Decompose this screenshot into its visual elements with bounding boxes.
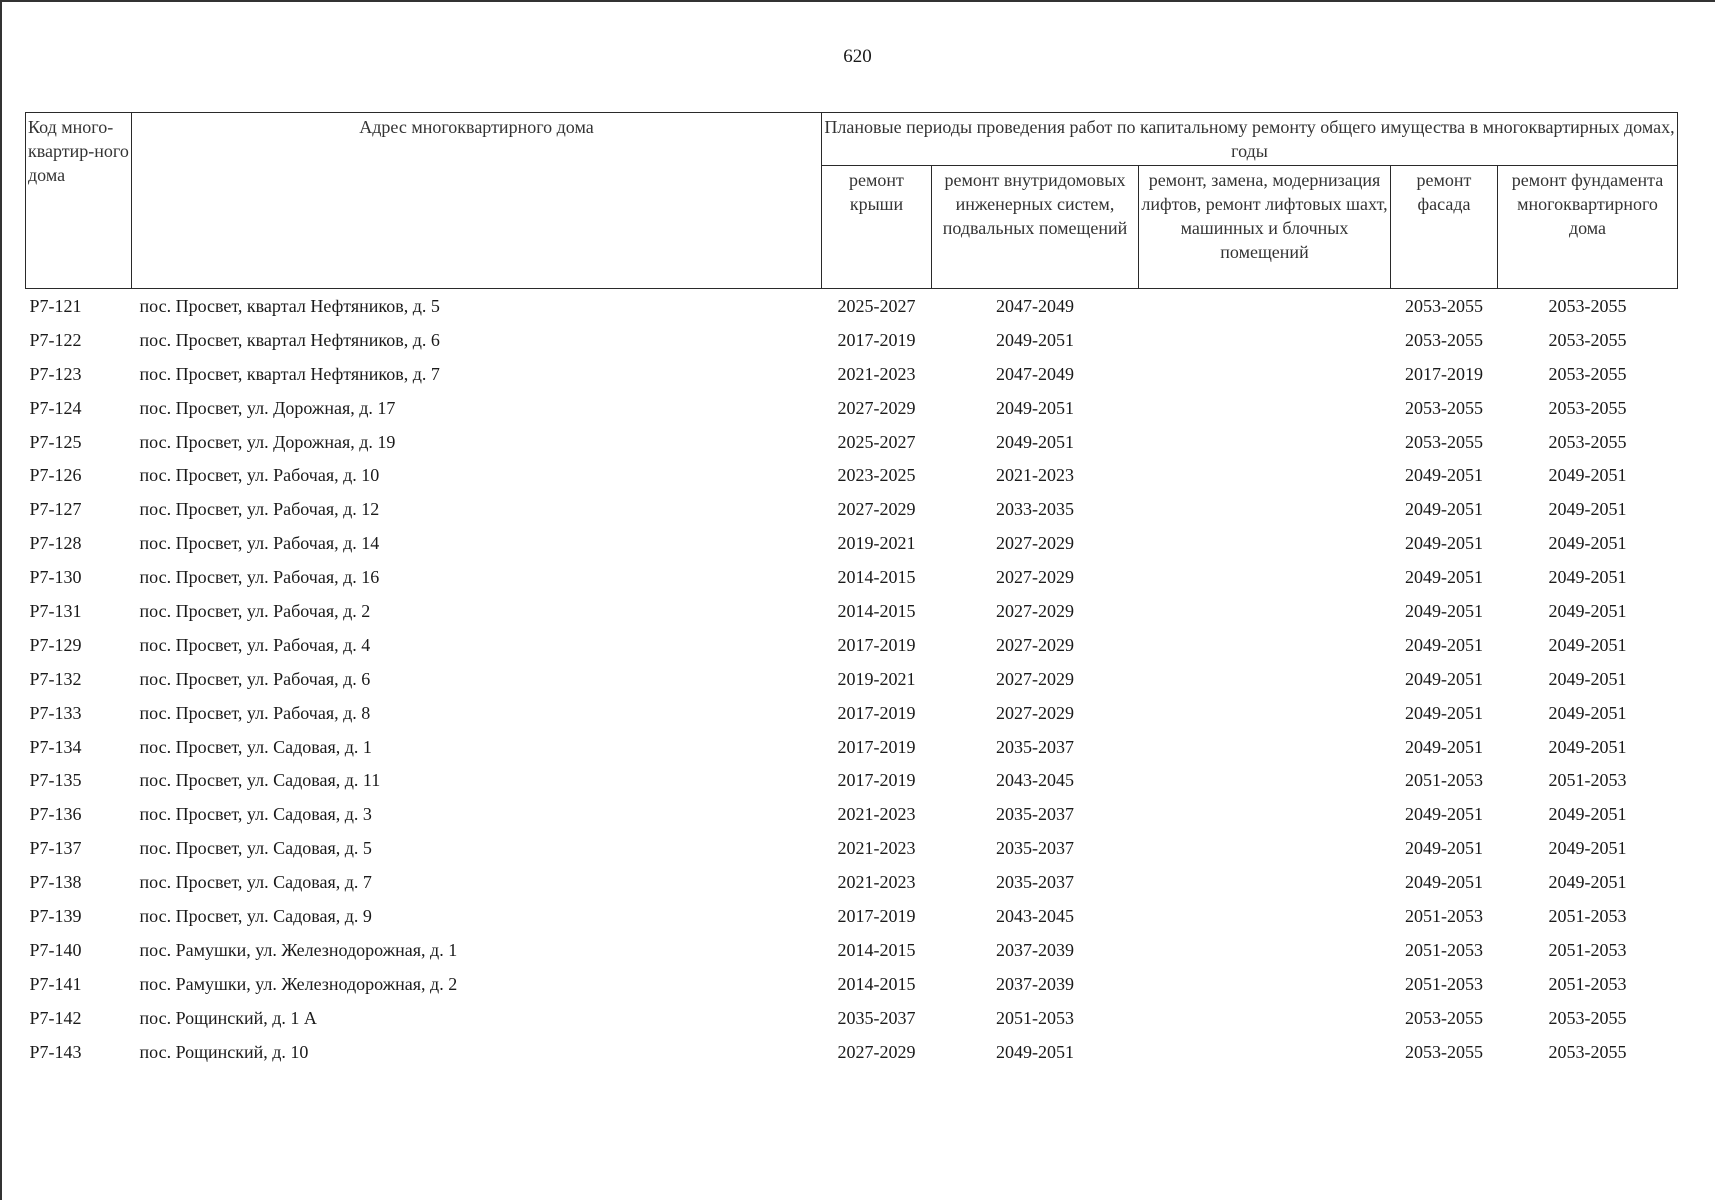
cell-code: Р7-136: [29, 804, 82, 825]
cell-engineering: 2043-2045: [996, 770, 1074, 791]
header-engineering: ремонт внутридомовых инженерных систем, подвальных помещений: [932, 166, 1139, 289]
table-row: [26, 357, 1678, 391]
cell-engineering: 2027-2029: [996, 567, 1074, 588]
cell-facade: 2049-2051: [1405, 838, 1483, 859]
cell-address: пос. Просвет, квартал Нефтяников, д. 6: [139, 329, 440, 350]
cell-elevator: [1139, 458, 1391, 492]
cell-roof: 2017-2019: [837, 634, 916, 655]
cell-foundation: 2053-2055: [1548, 295, 1627, 316]
table-row: [26, 899, 1678, 933]
table-header: [26, 113, 1678, 289]
cell-foundation: 2049-2051: [1548, 668, 1627, 689]
cell-code: Р7-141: [29, 973, 82, 994]
cell-address: пос. Просвет, квартал Нефтяников, д. 7: [139, 363, 440, 384]
cell-address: пос. Рощинский, д. 1 А: [139, 1007, 317, 1028]
cell-engineering: 2047-2049: [996, 363, 1074, 384]
cell-foundation: 2049-2051: [1548, 499, 1627, 520]
cell-address: пос. Просвет, квартал Нефтяников, д. 5: [139, 295, 440, 316]
cell-code: Р7-138: [29, 872, 82, 893]
cell-code: Р7-142: [29, 1007, 82, 1028]
cell-engineering: 2049-2051: [996, 397, 1074, 418]
cell-roof: 2017-2019: [837, 329, 916, 350]
cell-code: Р7-139: [29, 905, 82, 926]
cell-address: пос. Просвет, ул. Садовая, д. 7: [139, 872, 372, 893]
table-row: [26, 391, 1678, 425]
cell-roof: 2021-2023: [837, 838, 916, 859]
cell-facade: 2053-2055: [1405, 295, 1483, 316]
cell-facade: 2049-2051: [1405, 872, 1483, 893]
cell-facade: 2053-2055: [1405, 397, 1483, 418]
cell-code: Р7-131: [29, 600, 82, 621]
cell-foundation: 2051-2053: [1548, 973, 1627, 994]
cell-address: пос. Просвет, ул. Дорожная, д. 17: [139, 397, 396, 418]
table-row: [26, 933, 1678, 967]
cell-foundation: 2051-2053: [1548, 770, 1627, 791]
header-address: Адрес многоквартирного дома: [132, 113, 822, 289]
cell-elevator: [1139, 797, 1391, 831]
header-planned-periods: Плановые периоды проведения работ по капитальному ремонту общего имущества в многоквартирных домах, годы: [822, 113, 1678, 166]
cell-foundation: 2053-2055: [1548, 397, 1627, 418]
cell-roof: 2021-2023: [837, 872, 916, 893]
cell-elevator: [1139, 391, 1391, 425]
cell-facade: 2053-2055: [1405, 1041, 1483, 1062]
cell-address: пос. Просвет, ул. Садовая, д. 5: [139, 838, 372, 859]
cell-engineering: 2035-2037: [996, 736, 1074, 757]
cell-foundation: 2049-2051: [1548, 736, 1627, 757]
cell-address: пос. Просвет, ул. Садовая, д. 3: [139, 804, 372, 825]
cell-elevator: [1139, 425, 1391, 459]
cell-engineering: 2049-2051: [996, 431, 1074, 452]
table-row: [26, 1035, 1678, 1069]
table-row: [26, 865, 1678, 899]
cell-elevator: [1139, 730, 1391, 764]
cell-foundation: 2051-2053: [1548, 939, 1627, 960]
cell-foundation: 2049-2051: [1548, 872, 1627, 893]
cell-code: Р7-129: [29, 634, 82, 655]
cell-facade: 2051-2053: [1405, 770, 1483, 791]
cell-elevator: [1139, 696, 1391, 730]
cell-elevator: [1139, 899, 1391, 933]
cell-foundation: 2053-2055: [1548, 431, 1627, 452]
cell-roof: 2027-2029: [837, 499, 916, 520]
cell-engineering: 2027-2029: [996, 600, 1074, 621]
cell-address: пос. Просвет, ул. Рабочая, д. 4: [139, 634, 371, 655]
cell-foundation: 2053-2055: [1548, 329, 1627, 350]
cell-foundation: 2053-2055: [1548, 1041, 1627, 1062]
cell-foundation: 2049-2051: [1548, 567, 1627, 588]
cell-elevator: [1139, 865, 1391, 899]
cell-code: Р7-121: [29, 295, 82, 316]
cell-code: Р7-123: [29, 363, 82, 384]
cell-engineering: 2049-2051: [996, 329, 1074, 350]
cell-code: Р7-126: [29, 465, 82, 486]
table-body: [26, 289, 1678, 1069]
cell-engineering: 2051-2053: [996, 1007, 1074, 1028]
cell-engineering: 2033-2035: [996, 499, 1074, 520]
cell-code: Р7-135: [29, 770, 82, 791]
cell-code: Р7-132: [29, 668, 82, 689]
cell-facade: 2053-2055: [1405, 1007, 1483, 1028]
cell-elevator: [1139, 1001, 1391, 1035]
cell-roof: 2027-2029: [837, 397, 916, 418]
cell-elevator: [1139, 357, 1391, 391]
cell-engineering: 2035-2037: [996, 804, 1074, 825]
cell-foundation: 2053-2055: [1548, 1007, 1627, 1028]
header-foundation: ремонт фундамента многоквартирного дома: [1498, 166, 1678, 289]
cell-elevator: [1139, 831, 1391, 865]
cell-roof: 2017-2019: [837, 736, 916, 757]
cell-facade: 2051-2053: [1405, 973, 1483, 994]
cell-engineering: 2037-2039: [996, 939, 1074, 960]
cell-address: пос. Рощинский, д. 10: [139, 1041, 309, 1062]
cell-foundation: 2049-2051: [1548, 804, 1627, 825]
table-row: [26, 594, 1678, 628]
cell-elevator: [1139, 763, 1391, 797]
table-row: [26, 696, 1678, 730]
cell-engineering: 2027-2029: [996, 702, 1074, 723]
cell-code: Р7-133: [29, 702, 82, 723]
cell-foundation: 2053-2055: [1548, 363, 1627, 384]
scan-edge-top: [0, 0, 1715, 2]
header-facade: ремонт фасада: [1391, 166, 1498, 289]
cell-code: Р7-128: [29, 533, 82, 554]
cell-address: пос. Рамушки, ул. Железнодорожная, д. 1: [139, 939, 458, 960]
cell-foundation: 2049-2051: [1548, 702, 1627, 723]
table-row: [26, 967, 1678, 1001]
cell-foundation: 2049-2051: [1548, 838, 1627, 859]
cell-roof: 2019-2021: [837, 533, 916, 554]
cell-facade: 2049-2051: [1405, 533, 1483, 554]
cell-facade: 2049-2051: [1405, 736, 1483, 757]
cell-address: пос. Просвет, ул. Садовая, д. 1: [139, 736, 372, 757]
header-code: Код много-квартир-ного дома: [26, 113, 132, 289]
cell-roof: 2021-2023: [837, 363, 916, 384]
cell-roof: 2014-2015: [837, 600, 916, 621]
cell-address: пос. Просвет, ул. Садовая, д. 9: [139, 905, 372, 926]
cell-roof: 2014-2015: [837, 939, 916, 960]
cell-facade: 2049-2051: [1405, 567, 1483, 588]
cell-roof: 2025-2027: [837, 431, 916, 452]
cell-address: пос. Просвет, ул. Рабочая, д. 6: [139, 668, 371, 689]
cell-code: Р7-125: [29, 431, 82, 452]
cell-roof: 2023-2025: [837, 465, 916, 486]
cell-facade: 2049-2051: [1405, 668, 1483, 689]
cell-foundation: 2049-2051: [1548, 634, 1627, 655]
cell-address: пос. Просвет, ул. Рабочая, д. 8: [139, 702, 371, 723]
cell-foundation: 2051-2053: [1548, 905, 1627, 926]
cell-roof: 2014-2015: [837, 973, 916, 994]
cell-engineering: 2021-2023: [996, 465, 1074, 486]
cell-address: пос. Просвет, ул. Рабочая, д. 2: [139, 600, 371, 621]
cell-roof: 2017-2019: [837, 905, 916, 926]
cell-elevator: [1139, 662, 1391, 696]
cell-facade: 2051-2053: [1405, 939, 1483, 960]
header-roof: ремонт крыши: [822, 166, 932, 289]
cell-roof: 2025-2027: [837, 295, 916, 316]
cell-facade: 2053-2055: [1405, 431, 1483, 452]
table-row: [26, 628, 1678, 662]
cell-address: пос. Просвет, ул. Рабочая, д. 12: [139, 499, 380, 520]
page-number: 620: [843, 46, 872, 67]
cell-foundation: 2049-2051: [1548, 533, 1627, 554]
cell-address: пос. Просвет, ул. Рабочая, д. 10: [139, 465, 380, 486]
cell-facade: 2017-2019: [1405, 363, 1483, 384]
scan-edge-left: [0, 0, 2, 1200]
cell-code: Р7-137: [29, 838, 82, 859]
cell-code: Р7-127: [29, 499, 82, 520]
cell-facade: 2053-2055: [1405, 329, 1483, 350]
cell-address: пос. Просвет, ул. Рабочая, д. 14: [139, 533, 380, 554]
cell-engineering: 2027-2029: [996, 634, 1074, 655]
cell-facade: 2049-2051: [1405, 465, 1483, 486]
cell-elevator: [1139, 967, 1391, 1001]
table-row: [26, 730, 1678, 764]
table-row: [26, 323, 1678, 357]
cell-address: пос. Рамушки, ул. Железнодорожная, д. 2: [139, 973, 458, 994]
cell-roof: 2014-2015: [837, 567, 916, 588]
cell-code: Р7-143: [29, 1041, 82, 1062]
table-row: [26, 458, 1678, 492]
table-row: [26, 289, 1678, 323]
table-row: [26, 560, 1678, 594]
cell-engineering: 2043-2045: [996, 905, 1074, 926]
table-row: [26, 831, 1678, 865]
cell-roof: 2035-2037: [837, 1007, 916, 1028]
cell-engineering: 2049-2051: [996, 1041, 1074, 1062]
cell-facade: 2049-2051: [1405, 804, 1483, 825]
header-elevator: ремонт, замена, модернизация лифтов, ремонт лифтовых шахт, машинных и блочных помещений: [1139, 166, 1391, 289]
table-row: [26, 797, 1678, 831]
cell-roof: 2017-2019: [837, 702, 916, 723]
cell-facade: 2049-2051: [1405, 634, 1483, 655]
table-row: [26, 662, 1678, 696]
cell-engineering: 2035-2037: [996, 838, 1074, 859]
cell-engineering: 2027-2029: [996, 533, 1074, 554]
cell-elevator: [1139, 526, 1391, 560]
table-row: [26, 492, 1678, 526]
table-row: [26, 763, 1678, 797]
cell-roof: 2021-2023: [837, 804, 916, 825]
cell-code: Р7-122: [29, 329, 82, 350]
cell-roof: 2017-2019: [837, 770, 916, 791]
cell-elevator: [1139, 1035, 1391, 1069]
cell-roof: 2027-2029: [837, 1041, 916, 1062]
cell-facade: 2049-2051: [1405, 600, 1483, 621]
cell-elevator: [1139, 628, 1391, 662]
table-row: [26, 526, 1678, 560]
cell-address: пос. Просвет, ул. Рабочая, д. 16: [139, 567, 380, 588]
cell-roof: 2019-2021: [837, 668, 916, 689]
cell-elevator: [1139, 289, 1391, 323]
repair-schedule-table: [25, 112, 1678, 1068]
cell-engineering: 2047-2049: [996, 295, 1074, 316]
cell-address: пос. Просвет, ул. Дорожная, д. 19: [139, 431, 396, 452]
cell-elevator: [1139, 594, 1391, 628]
cell-elevator: [1139, 323, 1391, 357]
cell-facade: 2049-2051: [1405, 499, 1483, 520]
cell-engineering: 2027-2029: [996, 668, 1074, 689]
cell-code: Р7-124: [29, 397, 82, 418]
cell-engineering: 2037-2039: [996, 973, 1074, 994]
cell-facade: 2051-2053: [1405, 905, 1483, 926]
cell-code: Р7-134: [29, 736, 82, 757]
cell-elevator: [1139, 933, 1391, 967]
table-row: [26, 1001, 1678, 1035]
cell-code: Р7-130: [29, 567, 82, 588]
cell-facade: 2049-2051: [1405, 702, 1483, 723]
cell-elevator: [1139, 560, 1391, 594]
cell-engineering: 2035-2037: [996, 872, 1074, 893]
cell-elevator: [1139, 492, 1391, 526]
cell-code: Р7-140: [29, 939, 82, 960]
table-row: [26, 425, 1678, 459]
cell-foundation: 2049-2051: [1548, 465, 1627, 486]
cell-address: пос. Просвет, ул. Садовая, д. 11: [139, 770, 381, 791]
cell-foundation: 2049-2051: [1548, 600, 1627, 621]
